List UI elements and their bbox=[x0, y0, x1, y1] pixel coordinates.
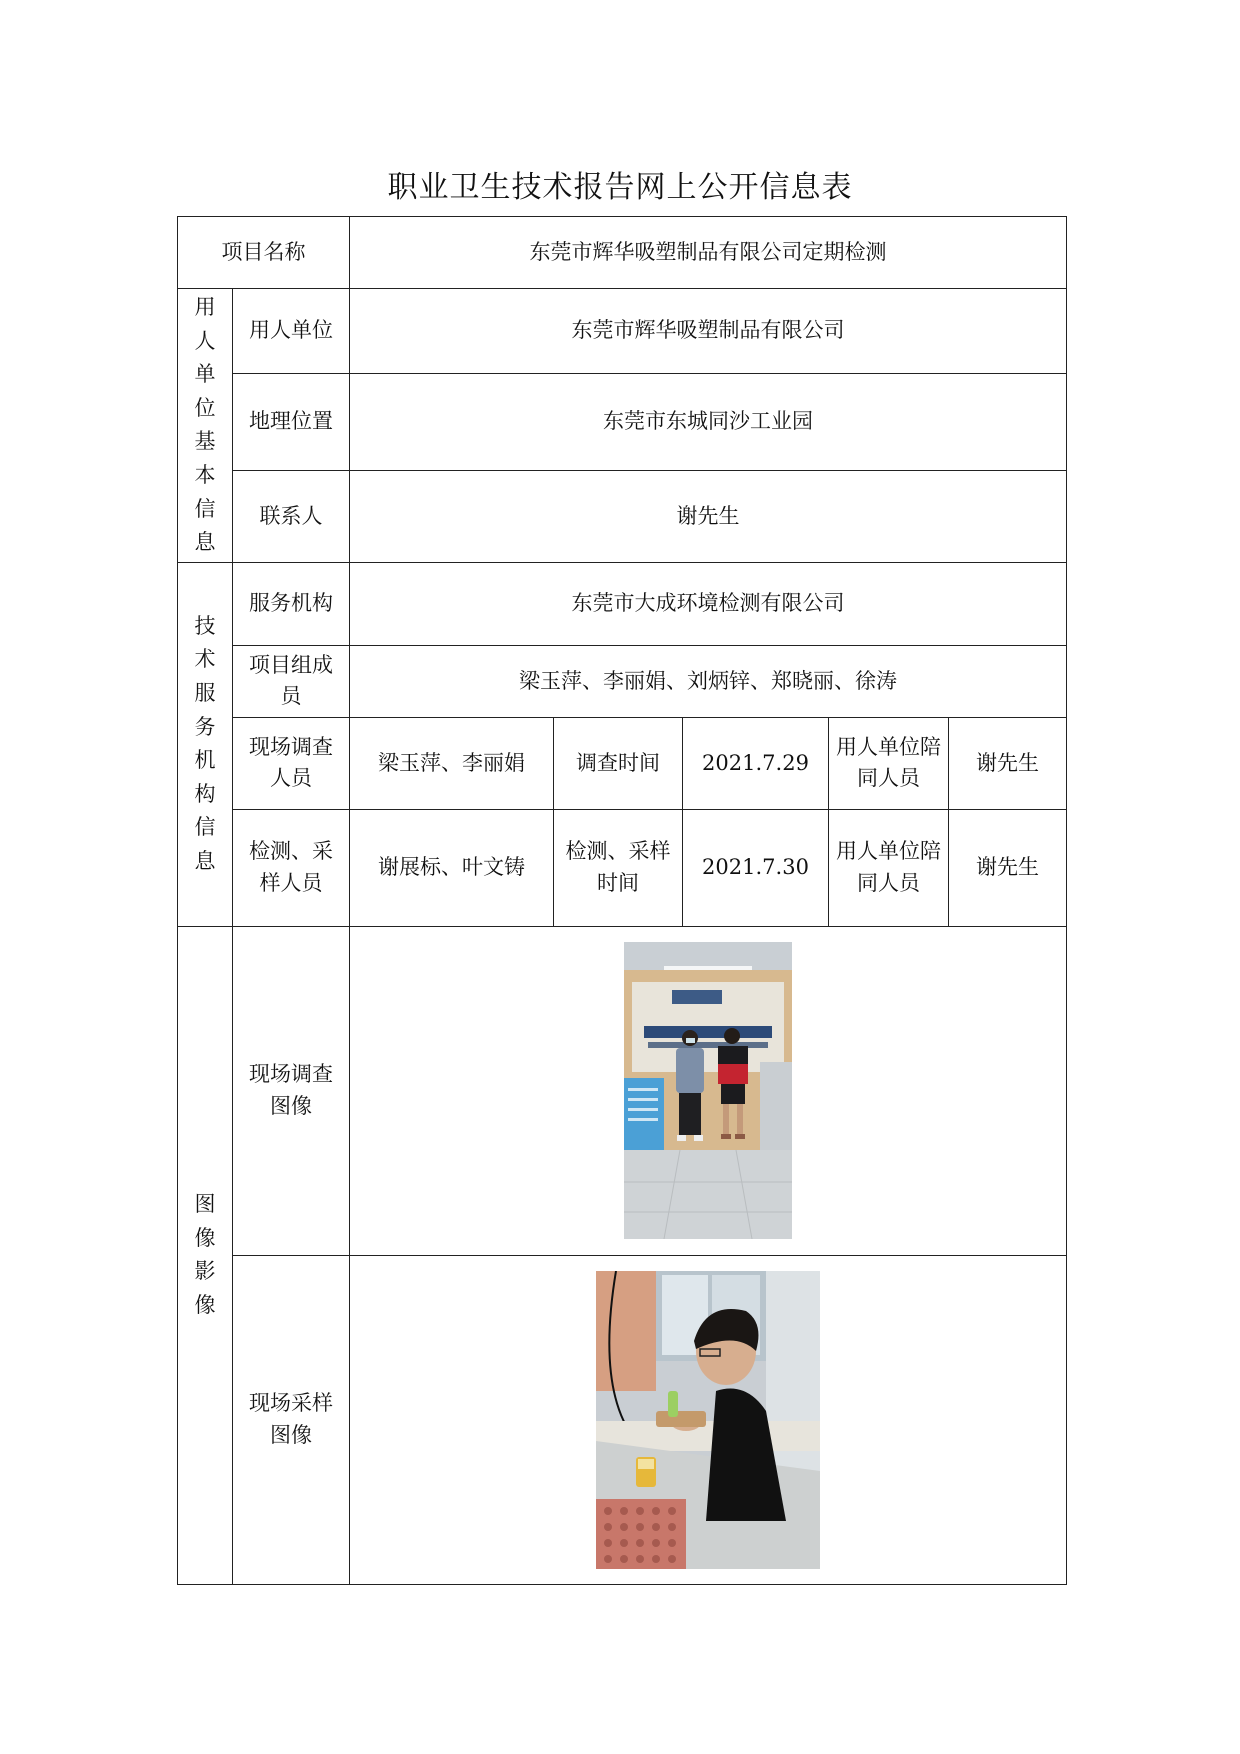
vertical-label-char: 机 bbox=[194, 748, 216, 773]
sampling-staff-value: 谢展标、叶文铸 bbox=[350, 809, 554, 926]
survey-staff-label: 现场调查人员 bbox=[233, 717, 350, 809]
contact-value: 谢先生 bbox=[350, 471, 1067, 562]
sampling-photo-illustration bbox=[596, 1271, 820, 1569]
sampling-staff-label: 检测、采样人员 bbox=[233, 809, 350, 926]
info-table bbox=[177, 216, 1067, 1585]
location-value: 东莞市东城同沙工业园 bbox=[350, 373, 1067, 471]
sampling-time-label: 检测、采样时间 bbox=[554, 809, 683, 926]
vertical-label-char: 术 bbox=[194, 647, 216, 672]
vertical-label-char: 用 bbox=[194, 295, 216, 319]
survey-image-label: 现场调查图像 bbox=[233, 926, 350, 1255]
sampling-row bbox=[178, 809, 1067, 926]
sampling-image-label: 现场采样图像 bbox=[233, 1255, 350, 1584]
vertical-label-char: 影 bbox=[194, 1259, 216, 1284]
sampling-photo bbox=[596, 1271, 820, 1569]
survey-escort-label: 用人单位陪同人员 bbox=[829, 717, 949, 809]
vertical-label-char: 人 bbox=[194, 328, 216, 353]
vertical-label-char: 构 bbox=[194, 781, 216, 806]
sampling-escort-value: 谢先生 bbox=[949, 809, 1067, 926]
vertical-label-char: 单 bbox=[194, 362, 216, 387]
survey-image-row bbox=[178, 926, 1067, 1255]
survey-time-value: 2021.7.29 bbox=[683, 717, 829, 809]
employer-unit-value: 东莞市辉华吸塑制品有限公司 bbox=[350, 289, 1067, 374]
contact-row bbox=[178, 471, 1067, 562]
members-label: 项目组成员 bbox=[233, 645, 350, 717]
survey-photo-illustration bbox=[624, 942, 792, 1239]
service-org-value: 东莞市大成环境检测有限公司 bbox=[350, 562, 1067, 645]
service-org-row bbox=[178, 562, 1067, 645]
contact-label: 联系人 bbox=[233, 471, 350, 562]
vertical-label-char: 信 bbox=[194, 496, 216, 521]
vertical-label-char: 图 bbox=[194, 1192, 216, 1217]
sampling-time-value: 2021.7.30 bbox=[683, 809, 829, 926]
members-row bbox=[178, 645, 1067, 717]
vertical-label-char: 服 bbox=[194, 681, 216, 706]
image-section-label-text bbox=[184, 1188, 226, 1322]
vertical-label-char: 息 bbox=[194, 530, 216, 555]
vertical-label-char: 息 bbox=[194, 849, 216, 874]
vertical-label-char: 务 bbox=[194, 714, 216, 739]
sampling-image-cell bbox=[350, 1255, 1067, 1584]
vertical-label-char: 像 bbox=[194, 1292, 216, 1317]
vertical-label-char: 基 bbox=[194, 429, 216, 454]
location-row bbox=[178, 373, 1067, 471]
project-name-label: 项目名称 bbox=[178, 217, 350, 289]
vertical-label-char: 本 bbox=[194, 462, 216, 487]
employer-section-label bbox=[178, 289, 233, 563]
employer-unit-label: 用人单位 bbox=[233, 289, 350, 374]
sampling-image-row bbox=[178, 1255, 1067, 1584]
vertical-label-char: 技 bbox=[194, 613, 216, 638]
survey-escort-value: 谢先生 bbox=[949, 717, 1067, 809]
sampling-escort-label: 用人单位陪同人员 bbox=[829, 809, 949, 926]
project-name-value: 东莞市辉华吸塑制品有限公司定期检测 bbox=[350, 217, 1067, 289]
members-value: 梁玉萍、李丽娟、刘炳锌、郑晓丽、徐涛 bbox=[350, 645, 1067, 717]
service-section-label bbox=[178, 562, 233, 926]
survey-staff-value: 梁玉萍、李丽娟 bbox=[350, 717, 554, 809]
location-label: 地理位置 bbox=[233, 373, 350, 471]
employer-unit-row bbox=[178, 289, 1067, 374]
survey-time-label: 调查时间 bbox=[554, 717, 683, 809]
project-row bbox=[178, 217, 1067, 289]
service-section-label-text bbox=[184, 610, 226, 879]
employer-section-label-text bbox=[184, 291, 226, 560]
image-section-label bbox=[178, 926, 233, 1584]
survey-image-cell bbox=[350, 926, 1067, 1255]
survey-photo bbox=[624, 942, 792, 1239]
page-title: 职业卫生技术报告网上公开信息表 bbox=[387, 170, 853, 205]
survey-row bbox=[178, 717, 1067, 809]
vertical-label-char: 信 bbox=[194, 815, 216, 840]
service-org-label: 服务机构 bbox=[233, 562, 350, 645]
vertical-label-char: 像 bbox=[194, 1225, 216, 1250]
vertical-label-char: 位 bbox=[194, 395, 216, 420]
